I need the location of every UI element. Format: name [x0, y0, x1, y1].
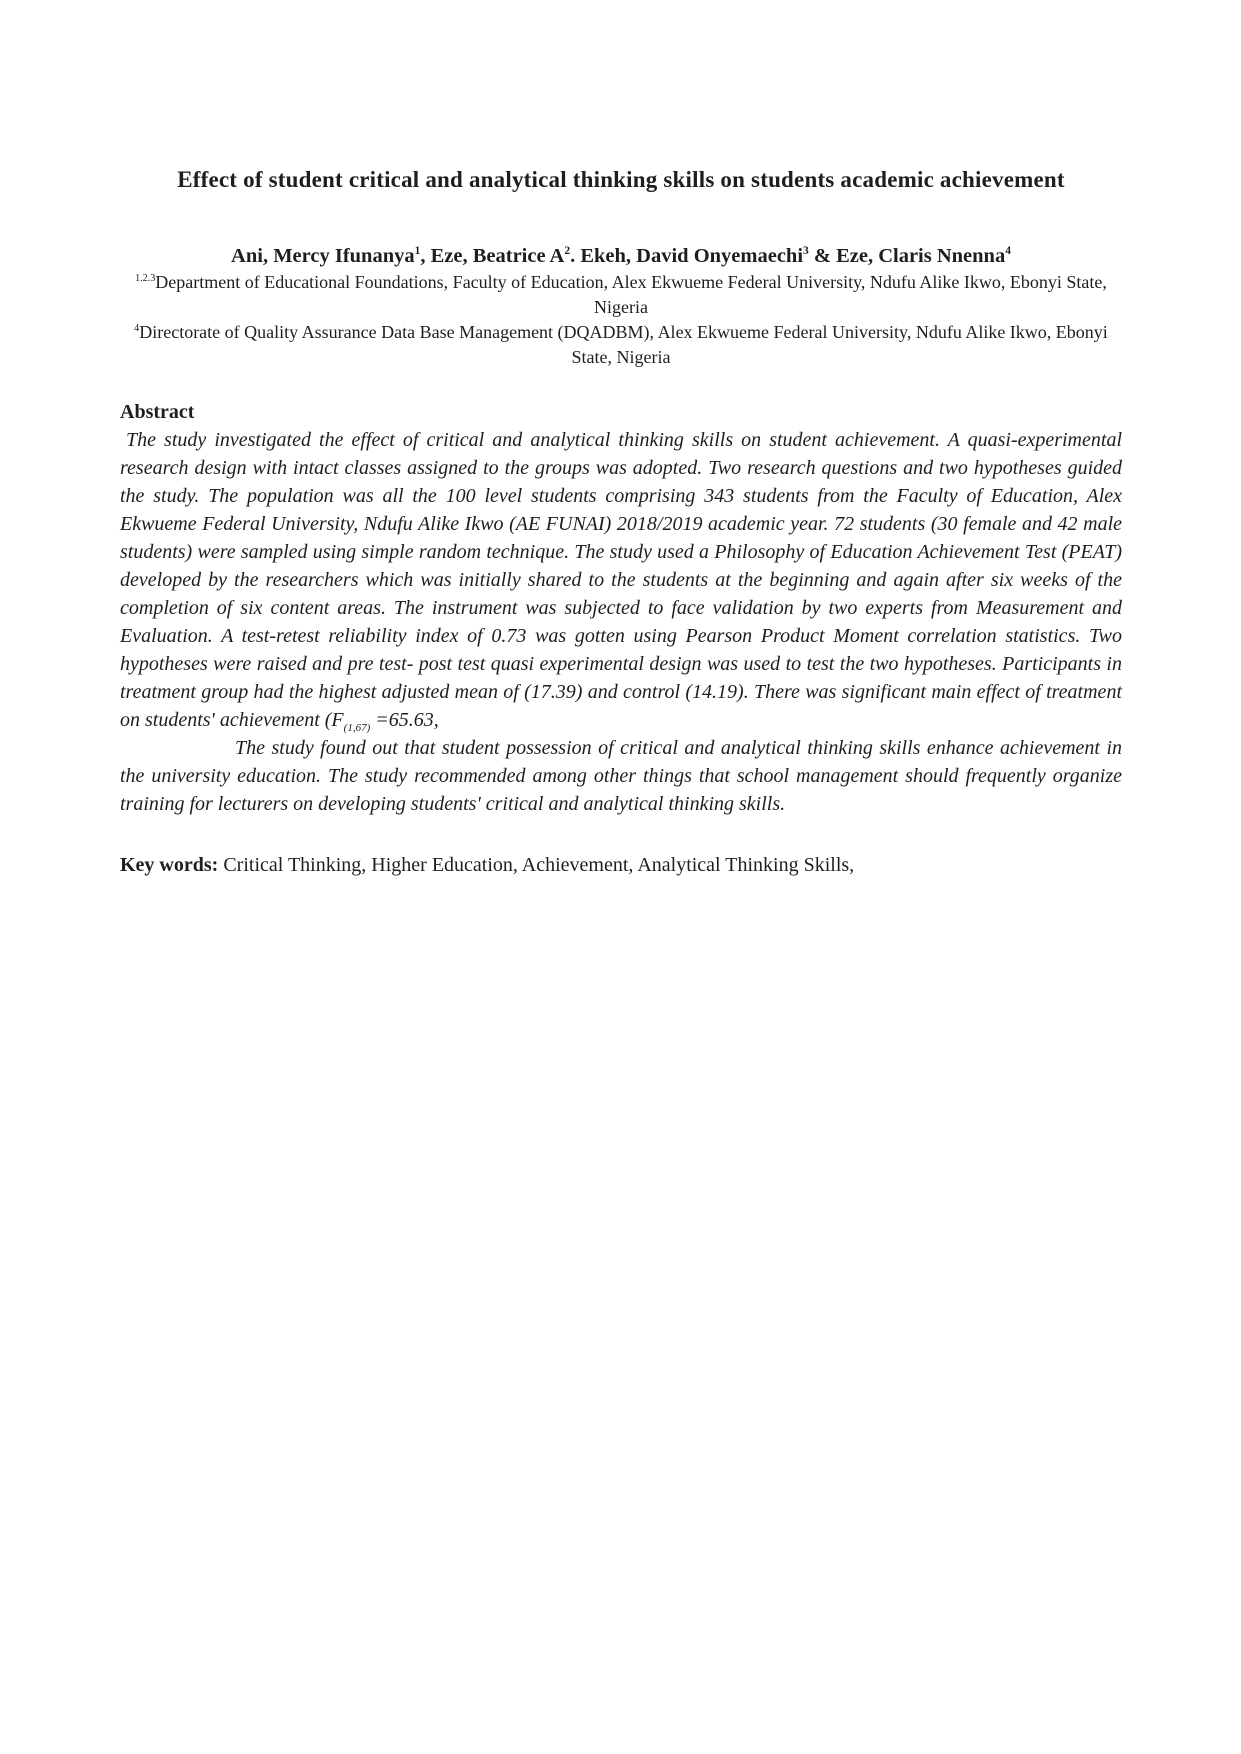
abstract-text-end: =65.63,: [370, 709, 439, 731]
affiliation-text: Directorate of Quality Assurance Data Base Management (DQADBM), Alex Ekwueme Federal University, Ndufu Alike Ikwo, Ebonyi State, Nigeria: [139, 322, 1108, 367]
affiliation-superscript: 4: [134, 323, 140, 334]
abstract-heading: Abstract: [120, 401, 195, 423]
keywords-text: Critical Thinking, Higher Education, Achievement, Analytical Thinking Skills,: [218, 854, 855, 876]
author-name: Ani, Mercy Ifunanya: [231, 245, 415, 267]
author-name: . Ekeh, David Onyemaechi: [570, 245, 804, 267]
author-superscript: 2: [564, 245, 571, 258]
author-superscript: 1: [414, 245, 421, 258]
authors-line: [120, 244, 1122, 269]
paper-title: Effect of student critical and analytical thinking skills on students academic achievement: [177, 167, 1065, 192]
abstract-text: The study investigated the effect of critical and analytical thinking skills on student achievement. A quasi-experimental research design with intact classes assigned to the groups was adopted. Two research questions and two hypotheses guided the study. The population was all the 100 level students comprising 343 students from the Faculty of Education, Alex Ekwueme Federal University, Ndufu Alike Ikwo (AE FUNAI) 2018/2019 academic year. 72 students (30 female and 42 male students) were sampled using simple random technique. The study used a Philosophy of Education Achievement Test (PEAT) developed by the researchers which was initially shared to the students at the beginning and again after six weeks of the completion of six content areas. The instrument was subjected to face validation by two experts from Measurement and Evaluation. A test-retest reliability index of 0.73 was gotten using Pearson Product Moment correlation statistics. Two hypotheses were raised and pre test- post test quasi experimental design was used to test the two hypotheses. Participants in treatment group had the highest adjusted mean of (17.39) and control (14.19). There was significant main effect of treatment on students' achievement (F: [120, 429, 1122, 731]
affiliation-1: [120, 270, 1122, 320]
abstract-paragraph-2: The study found out that student possession of critical and analytical thinking skills enhance achievement in the university education. The study recommended among other things that school management should frequently organize training for lecturers on developing students' critical and analytical thinking skills.: [120, 737, 1122, 815]
abstract-body: [120, 426, 1122, 818]
affiliations-block: [120, 270, 1122, 370]
author-name: & Eze, Claris Nnenna: [808, 245, 1006, 267]
affiliation-superscript: 1.2.3: [135, 273, 156, 284]
author-superscript: 3: [803, 245, 809, 258]
author-superscript: 4: [1005, 245, 1011, 258]
author-name: , Eze, Beatrice A: [420, 245, 565, 267]
keywords-line: [120, 852, 1122, 879]
abstract-paragraph-1: [120, 426, 1122, 734]
f-statistic-subscript: (1,67): [343, 722, 371, 734]
page-content: [120, 0, 1122, 879]
affiliation-2: [120, 320, 1122, 370]
affiliation-text: Department of Educational Foundations, Faculty of Education, Alex Ekwueme Federal University, Ndufu Alike Ikwo, Ebonyi State, Nigeria: [155, 272, 1107, 317]
keywords-label: Key words:: [120, 854, 219, 876]
